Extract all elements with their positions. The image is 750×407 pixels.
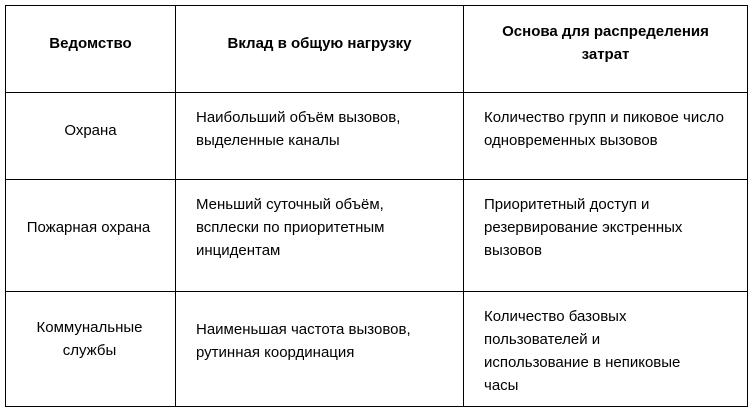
basis-text: Количество групп и пиковое число одновременных вызовов	[484, 109, 725, 149]
cell-agency	[6, 180, 176, 292]
load-text: Наибольший объём вызовов, выделенные каналы	[196, 109, 401, 149]
header-agency	[6, 6, 176, 93]
header-basis	[464, 6, 748, 93]
cell-agency	[6, 292, 176, 407]
table-row	[6, 180, 748, 292]
cell-load	[176, 93, 464, 180]
table-row	[6, 292, 748, 407]
cell-load	[176, 292, 464, 407]
header-agency-label: Ведомство	[49, 34, 132, 52]
cost-allocation-table	[5, 5, 748, 407]
table-row	[6, 93, 748, 180]
load-text: Меньший суточный объём, всплески по приоритетным инцидентам	[196, 196, 385, 259]
cell-agency	[6, 93, 176, 180]
basis-text: Количество базовых пользователей и использование в непиковые часы	[484, 308, 681, 394]
header-load-label: Вклад в общую нагрузку	[227, 34, 412, 52]
header-load	[176, 6, 464, 93]
agency-label: Пожарная охрана	[26, 219, 151, 236]
agency-label: Коммунальные службы	[36, 319, 143, 359]
cell-basis	[464, 180, 748, 292]
table-header-row	[6, 6, 748, 93]
cell-basis	[464, 93, 748, 180]
load-text: Наименьшая частота вызовов, рутинная координация	[196, 321, 411, 361]
agency-label: Охрана	[64, 122, 117, 139]
cell-basis	[464, 292, 748, 407]
basis-text: Приоритетный доступ и резервирование экстренных вызовов	[484, 196, 683, 259]
cell-load	[176, 180, 464, 292]
header-basis-label: Основа для распределения затрат	[502, 23, 709, 63]
